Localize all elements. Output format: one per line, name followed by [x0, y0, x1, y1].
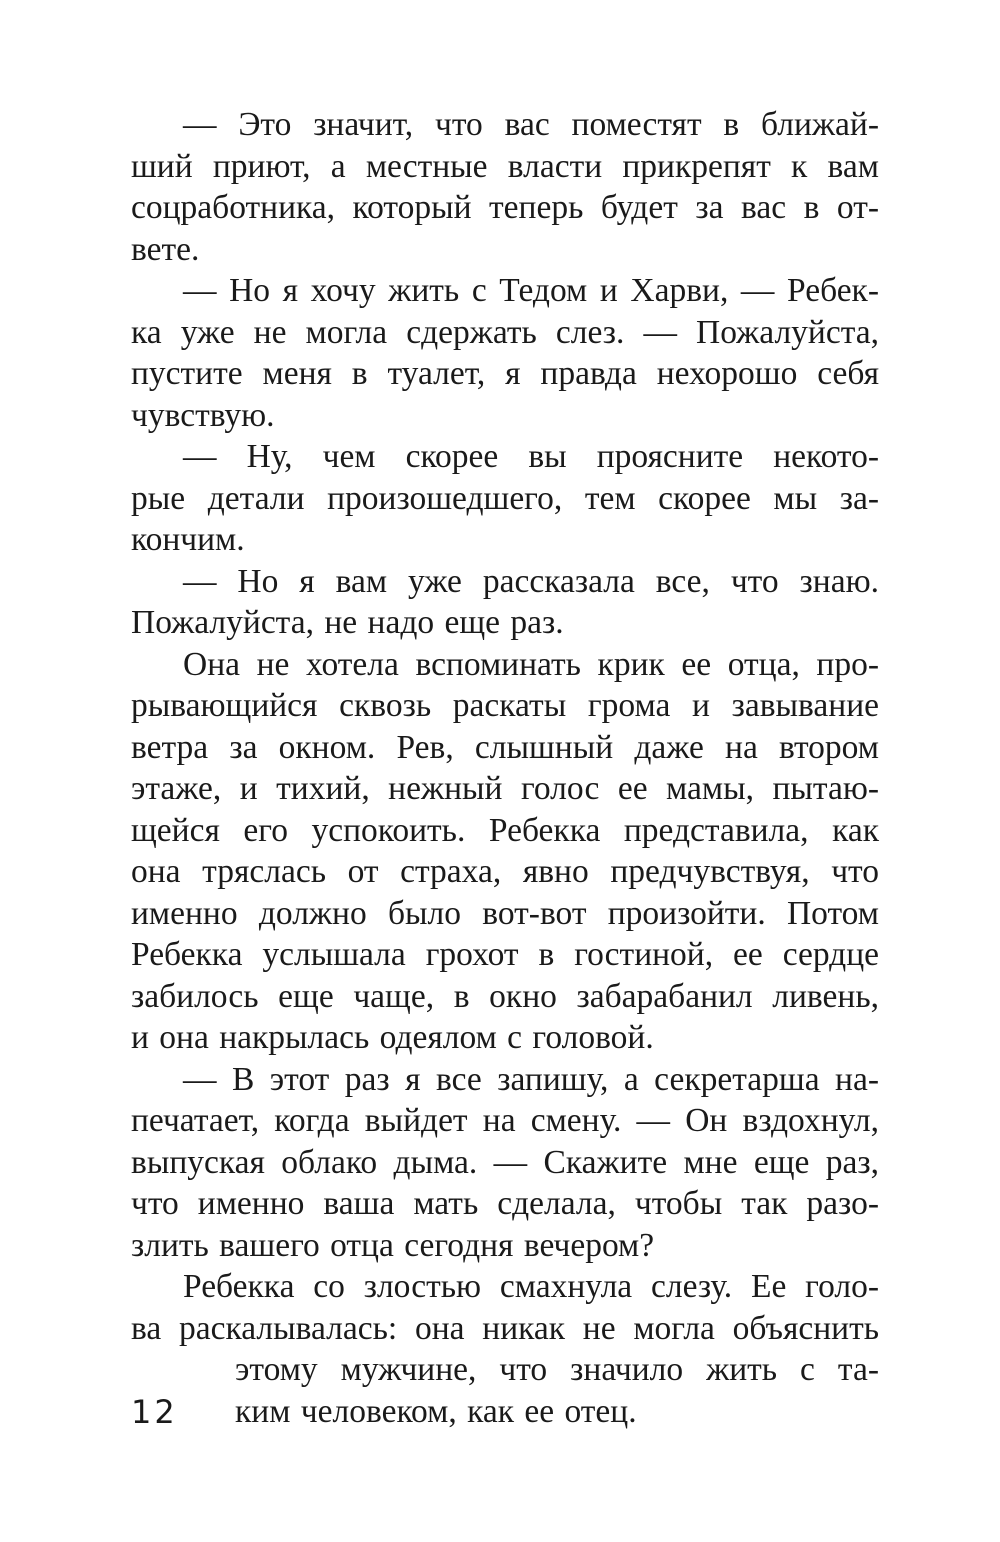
- text-line: этому мужчине, что значило жить с та-: [235, 1351, 879, 1388]
- text-line: кончим.: [131, 521, 245, 558]
- text-line: — Это значит, что вас поместят в ближай-: [183, 106, 879, 143]
- text-line: ка уже не могла сдержать слез. — Пожалуйста,: [131, 313, 879, 351]
- text-line: щейся его успокоить. Ребекка представила, как: [131, 811, 879, 849]
- text-line: этаже, и тихий, нежный голос ее мамы, пытаю-: [131, 770, 879, 807]
- text-line: что именно ваша мать сделала, чтобы так разо-: [131, 1185, 879, 1222]
- text-line: печатает, когда выйдет на смену. — Он вздохнул,: [131, 1102, 879, 1139]
- text-line: выпуская облако дыма. — Скажите мне еще раз,: [131, 1143, 879, 1181]
- text-line: ким человеком, как ее отец.: [235, 1392, 637, 1430]
- text-line: ветра за окном. Рев, слышный даже на втором: [131, 728, 879, 766]
- page-text: [131, 104, 879, 1432]
- text-line: вете.: [131, 230, 200, 268]
- text-line: Пожалуйста, не надо еще раз.: [131, 604, 564, 641]
- text-line: Ребекка со злостью смахнула слезу. Ее голо-: [183, 1268, 879, 1305]
- text-line: — В этот раз я все запишу, а секретарша на-: [183, 1060, 879, 1098]
- text-line: забилось еще чаще, в окно забарабанил ливень,: [131, 977, 879, 1015]
- text-line: чувствую.: [131, 396, 275, 434]
- text-line: рывающийся сквозь раскаты грома и завывание: [131, 687, 879, 724]
- text-line: злить вашего отца сегодня вечером?: [131, 1226, 655, 1264]
- text-line: именно должно было вот-вот произойти. Потом: [131, 894, 879, 932]
- text-line: Ребекка услышала грохот в гостиной, ее сердце: [131, 936, 879, 973]
- text-line: соцработника, который теперь будет за вас в от-: [131, 189, 879, 226]
- text-line: — Но я хочу жить с Тедом и Харви, — Ребек-: [183, 272, 879, 309]
- text-line: она тряслась от страха, явно предчувствуя, что: [131, 853, 879, 890]
- text-line: — Ну, чем скорее вы проясните некото-: [183, 438, 879, 475]
- text-line: рые детали произошедшего, тем скорее мы за-: [131, 479, 879, 517]
- page-number: 12: [131, 1393, 178, 1431]
- text-line: ший приют, а местные власти прикрепят к вам: [131, 147, 879, 185]
- text-line: — Но я вам уже рассказала все, что знаю.: [183, 562, 879, 600]
- text-line: Она не хотела вспоминать крик ее отца, про-: [183, 645, 879, 683]
- text-line: ва раскалывалась: она никак не могла объяснить: [131, 1309, 879, 1347]
- text-line: и она накрылась одеялом с головой.: [131, 1019, 654, 1056]
- text-line: пустите меня в туалет, я правда нехорошо себя: [131, 355, 879, 392]
